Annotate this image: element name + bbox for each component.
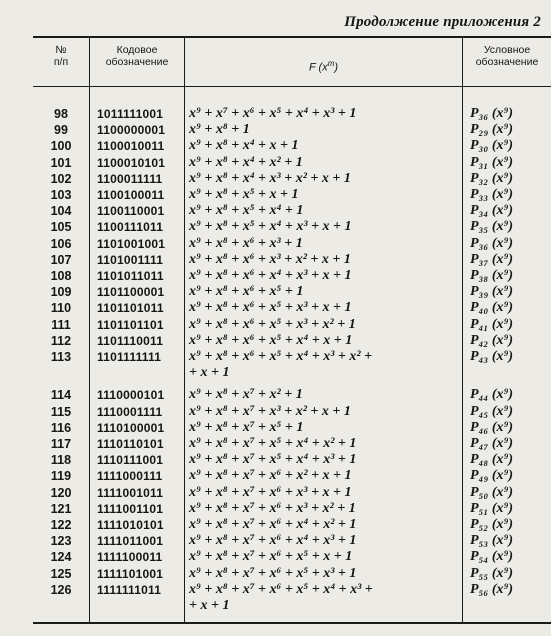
row-code: 1101100001 bbox=[97, 285, 165, 300]
row-number: 111 bbox=[51, 317, 71, 332]
row-function: x⁹ + x⁸ + x⁶ + x⁵ + 1 bbox=[189, 284, 304, 300]
row-code: 1100011111 bbox=[97, 171, 163, 186]
row-number: 101 bbox=[50, 155, 72, 170]
row-symbol: P₃₁ (x⁹) bbox=[470, 154, 514, 170]
column-divider-3 bbox=[462, 36, 463, 622]
row-symbol: P₄₀ (x⁹) bbox=[470, 300, 514, 316]
row-function: x⁹ + x⁸ + x⁷ + x³ + x² + x + 1 bbox=[189, 403, 351, 419]
row-number: 119 bbox=[50, 469, 72, 484]
row-number: 106 bbox=[50, 236, 72, 251]
column-divider-1 bbox=[89, 36, 90, 622]
row-symbol: P₃₂ (x⁹) bbox=[470, 170, 514, 186]
row-function: x⁹ + x⁸ + x⁵ + x⁴ + x³ + x + 1 bbox=[189, 219, 352, 235]
row-symbol: P₃₃ (x⁹) bbox=[470, 187, 514, 202]
table-bottom-rule bbox=[33, 622, 551, 624]
column-divider-2 bbox=[184, 36, 185, 622]
row-function: x⁹ + x⁸ + x⁴ + x³ + x² + x + 1 bbox=[189, 170, 351, 186]
row-symbol: P₄₂ (x⁹) bbox=[470, 332, 514, 348]
row-code: 1011111001 bbox=[97, 107, 164, 121]
row-symbol: P₃₀ (x⁹) bbox=[470, 138, 514, 154]
row-code: 1111000111 bbox=[97, 469, 163, 484]
row-number: 117 bbox=[50, 437, 72, 451]
row-symbol: P₄₅ (x⁹) bbox=[470, 403, 514, 419]
row-number: 112 bbox=[50, 333, 72, 348]
row-code: 1110110101 bbox=[97, 437, 164, 451]
row-code: 1100100011 bbox=[97, 188, 165, 202]
row-number: 116 bbox=[50, 420, 72, 435]
row-function: x⁹ + x⁸ + x⁷ + x⁶ + x² + x + 1 bbox=[189, 468, 352, 484]
row-function: x⁹ + x⁸ + x⁴ + x² + 1 bbox=[189, 154, 303, 170]
row-code: 1101001111 bbox=[97, 252, 164, 267]
row-code: 1100111011 bbox=[97, 220, 164, 235]
row-number: 126 bbox=[50, 582, 72, 597]
row-symbol: P₅₆ (x⁹) bbox=[470, 581, 514, 597]
row-symbol: P₃₆ (x⁹) bbox=[470, 106, 514, 121]
row-function: x⁹ + x⁸ + x⁶ + x⁵ + x⁴ + x³ + x² + bbox=[189, 349, 373, 364]
row-number: 99 bbox=[54, 123, 68, 138]
row-code: 1101110011 bbox=[97, 333, 164, 348]
row-number: 102 bbox=[50, 171, 72, 186]
row-code: 1111010101 bbox=[97, 518, 164, 532]
header-symbol: Условное обозначение bbox=[475, 44, 539, 68]
row-function: x⁹ + x⁸ + x⁷ + x⁶ + x⁴ + x² + 1 bbox=[189, 517, 357, 532]
row-number: 108 bbox=[50, 269, 72, 283]
page-header: Продолжение приложения 2 bbox=[344, 14, 541, 30]
row-symbol: P₄₄ (x⁹) bbox=[470, 387, 514, 403]
row-function: x⁹ + x⁸ + x⁴ + x + 1 bbox=[189, 138, 299, 154]
row-function-continuation: + x + 1 bbox=[189, 365, 230, 381]
row-code: 1110111001 bbox=[97, 453, 164, 468]
row-code: 1110001111 bbox=[97, 404, 163, 419]
row-number: 109 bbox=[50, 285, 72, 300]
row-function: x⁹ + x⁸ + x⁵ + x⁴ + 1 bbox=[189, 203, 304, 219]
row-code: 1101101101 bbox=[97, 317, 164, 332]
row-function: x⁹ + x⁸ + x⁶ + x³ + 1 bbox=[189, 235, 303, 251]
row-symbol: P₄₁ (x⁹) bbox=[470, 316, 514, 332]
row-code: 1101001001 bbox=[97, 236, 166, 251]
row-function-continuation: + x + 1 bbox=[189, 598, 230, 613]
row-symbol: P₃₈ (x⁹) bbox=[470, 268, 514, 283]
row-symbol: P₅₀ (x⁹) bbox=[470, 484, 514, 500]
row-symbol: P₄₇ (x⁹) bbox=[470, 436, 514, 451]
row-code: 1110000101 bbox=[97, 388, 165, 403]
row-symbol: P₃₄ (x⁹) bbox=[470, 203, 514, 219]
row-symbol: P₄₉ (x⁹) bbox=[470, 468, 514, 484]
row-number: 104 bbox=[50, 204, 72, 219]
row-function: x⁹ + x⁸ + x⁷ + x⁵ + x⁴ + x³ + 1 bbox=[189, 452, 357, 468]
row-function: x⁹ + x⁸ + x⁷ + x⁵ + x⁴ + x² + 1 bbox=[189, 436, 357, 451]
row-function: x⁹ + x⁸ + x⁵ + x + 1 bbox=[189, 187, 299, 202]
row-number: 114 bbox=[50, 388, 72, 403]
row-symbol: P₂₉ (x⁹) bbox=[470, 122, 514, 138]
row-symbol: P₃₉ (x⁹) bbox=[470, 284, 514, 300]
row-function: x⁹ + x⁸ + x⁷ + x² + 1 bbox=[189, 387, 303, 403]
row-code: 1111001011 bbox=[97, 485, 164, 500]
row-number: 100 bbox=[50, 139, 72, 154]
row-symbol: P₄₆ (x⁹) bbox=[470, 419, 514, 435]
row-number: 103 bbox=[50, 188, 72, 202]
row-function: x⁹ + x⁸ + x⁷ + x⁶ + x⁴ + x³ + 1 bbox=[189, 533, 357, 549]
row-number: 121 bbox=[50, 501, 72, 516]
row-symbol: P₅₃ (x⁹) bbox=[470, 533, 514, 549]
row-code: 1111001101 bbox=[97, 501, 164, 516]
row-symbol: P₅₄ (x⁹) bbox=[470, 549, 514, 565]
row-number: 110 bbox=[50, 301, 72, 316]
row-symbol: P₄₃ (x⁹) bbox=[470, 349, 514, 364]
row-function: x⁹ + x⁸ + x⁷ + x⁵ + 1 bbox=[189, 419, 304, 435]
row-function: x⁹ + x⁸ + x⁷ + x⁶ + x⁵ + x + 1 bbox=[189, 549, 353, 565]
row-number: 124 bbox=[50, 550, 72, 565]
row-number: 98 bbox=[54, 107, 68, 121]
row-code: 1110100001 bbox=[97, 420, 165, 435]
row-symbol: P₅₂ (x⁹) bbox=[470, 517, 514, 532]
row-symbol: P₅₅ (x⁹) bbox=[470, 565, 514, 581]
row-number: 113 bbox=[50, 350, 72, 364]
row-number: 107 bbox=[50, 252, 72, 267]
row-function: x⁹ + x⁸ + x⁷ + x⁶ + x³ + x + 1 bbox=[189, 484, 352, 500]
row-number: 118 bbox=[50, 453, 72, 468]
row-number: 125 bbox=[50, 566, 72, 581]
row-function: x⁹ + x⁸ + x⁶ + x⁵ + x³ + x + 1 bbox=[189, 300, 352, 316]
row-code: 1100110001 bbox=[97, 204, 165, 219]
row-code: 1111011001 bbox=[97, 534, 164, 549]
row-number: 115 bbox=[50, 404, 72, 419]
row-number: 122 bbox=[50, 518, 72, 532]
header-number: № п/п bbox=[53, 44, 69, 68]
row-symbol: P₅₁ (x⁹) bbox=[470, 500, 514, 516]
row-symbol: P₃₇ (x⁹) bbox=[470, 251, 514, 267]
row-code: 1101101011 bbox=[97, 301, 164, 316]
row-function: x⁹ + x⁸ + x⁶ + x⁵ + x⁴ + x + 1 bbox=[189, 332, 353, 348]
row-symbol: P₄₈ (x⁹) bbox=[470, 452, 514, 468]
row-code: 1111111011 bbox=[97, 582, 162, 597]
row-function: x⁹ + x⁸ + x⁷ + x⁶ + x³ + x² + 1 bbox=[189, 500, 356, 516]
table-top-rule bbox=[33, 36, 551, 38]
row-code: 1100010011 bbox=[97, 139, 165, 154]
row-code: 1100000001 bbox=[97, 123, 166, 138]
header-code: Кодовое обозначение bbox=[105, 44, 169, 68]
row-function: x⁹ + x⁸ + x⁷ + x⁶ + x⁵ + x³ + 1 bbox=[189, 565, 357, 581]
row-code: 1100010101 bbox=[97, 155, 166, 170]
header-function: F $(x^m)$ bbox=[308, 59, 339, 74]
row-number: 105 bbox=[50, 220, 72, 235]
row-function: x⁹ + x⁸ + x⁶ + x⁵ + x³ + x² + 1 bbox=[189, 316, 356, 332]
row-code: 1101011011 bbox=[97, 269, 164, 283]
table-header-rule bbox=[33, 86, 551, 87]
row-number: 120 bbox=[50, 485, 72, 500]
row-number: 123 bbox=[50, 534, 72, 549]
row-function: x⁹ + x⁷ + x⁶ + x⁵ + x⁴ + x³ + 1 bbox=[189, 106, 357, 121]
row-symbol: P₃₆ (x⁹) bbox=[470, 235, 514, 251]
row-function: x⁹ + x⁸ + x⁶ + x³ + x² + x + 1 bbox=[189, 251, 351, 267]
row-function: x⁹ + x⁸ + 1 bbox=[189, 122, 250, 138]
row-function: x⁹ + x⁸ + x⁷ + x⁶ + x⁵ + x⁴ + x³ + bbox=[189, 581, 373, 597]
row-code: 1111101001 bbox=[97, 566, 164, 581]
row-symbol: P₃₅ (x⁹) bbox=[470, 219, 514, 235]
row-code: 1101111111 bbox=[97, 350, 162, 364]
row-function: x⁹ + x⁸ + x⁶ + x⁴ + x³ + x + 1 bbox=[189, 268, 352, 283]
row-code: 1111100011 bbox=[97, 550, 163, 565]
